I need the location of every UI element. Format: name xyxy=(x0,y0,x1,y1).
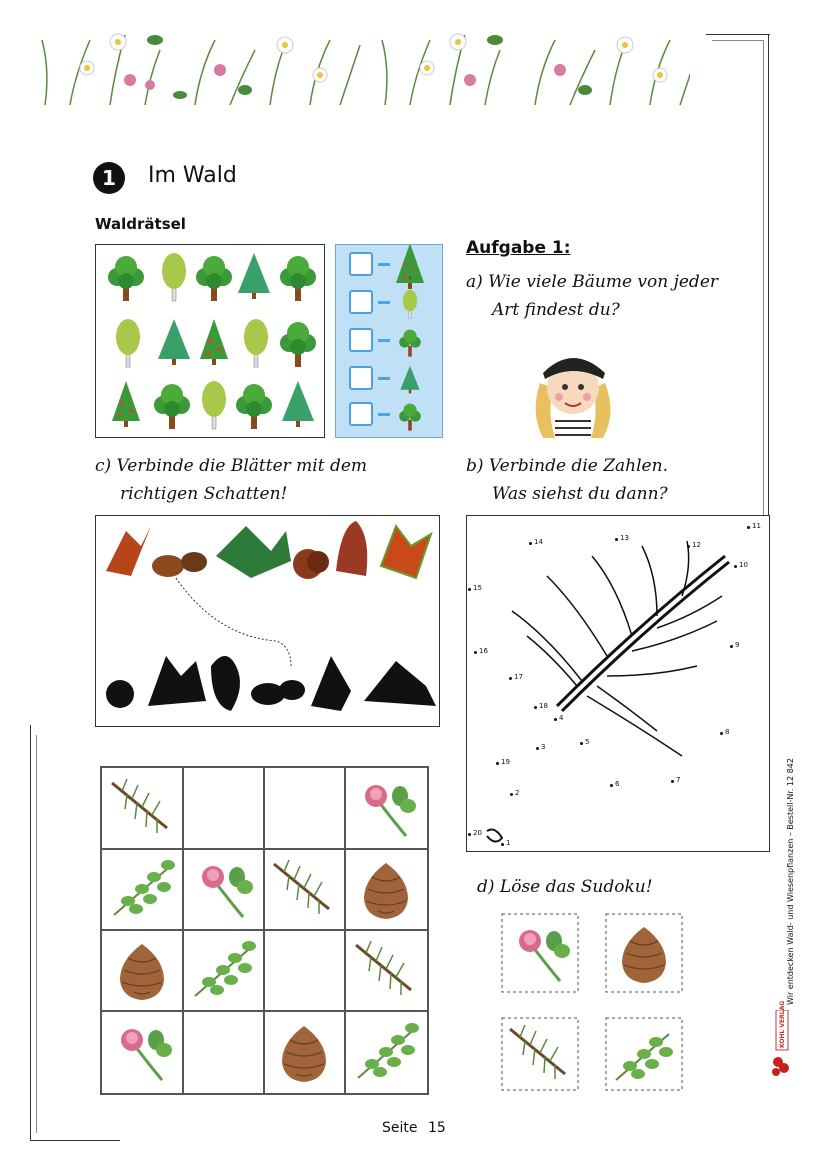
corner-line-top-inner xyxy=(712,40,764,41)
dot-13: 13 xyxy=(620,534,629,542)
corner-line-left xyxy=(30,725,31,1140)
task-c-line1: c) Verbinde die Blätter mit dem xyxy=(95,456,368,476)
dot-8: 8 xyxy=(725,728,730,736)
task-d-line1: d) Löse das Sudoku! xyxy=(477,877,653,897)
connect-dots-box xyxy=(466,515,770,852)
dot-4: 4 xyxy=(559,714,564,722)
dot-2: 2 xyxy=(515,789,520,797)
dot-18: 18 xyxy=(539,702,548,710)
corner-line-bottom xyxy=(30,1140,120,1141)
sudoku-cells xyxy=(102,768,427,1093)
task-a-line2: Art findest du? xyxy=(492,300,620,320)
task-b-line1: b) Verbinde die Zahlen. xyxy=(466,456,668,476)
answer-panel xyxy=(335,244,443,438)
dot-17: 17 xyxy=(514,673,523,681)
dot-9: 9 xyxy=(735,641,740,649)
dot-5: 5 xyxy=(585,738,590,746)
dot-16: 16 xyxy=(479,647,488,655)
dot-20: 20 xyxy=(473,829,482,837)
side-text: Wir entdecken Wald- und Wiesenpflanzen – Bestell-Nr. 12 842 xyxy=(786,758,795,1005)
sudoku-cutout-pieces xyxy=(500,912,690,1092)
corner-line-left-inner xyxy=(36,735,37,1133)
sudoku-grid xyxy=(100,766,429,1095)
leaf-shadow-illustration xyxy=(96,516,439,726)
leaf-row-shadows xyxy=(106,656,436,711)
task-c-line2: richtigen Schatten! xyxy=(120,484,288,504)
leaf-shadow-box xyxy=(95,515,440,727)
publisher-logo xyxy=(770,1000,790,1080)
subtitle: Waldrätsel xyxy=(95,215,186,233)
publisher-logo-text: KOHL VERLAG xyxy=(779,1000,786,1048)
dot-6: 6 xyxy=(615,780,620,788)
task-a-line1: a) Wie viele Bäume von jeder xyxy=(466,272,719,292)
flower-border xyxy=(30,20,690,115)
page-label: Seite xyxy=(382,1120,418,1136)
section-title: Im Wald xyxy=(148,163,237,188)
tree-grid-box xyxy=(95,244,325,438)
dot-11: 11 xyxy=(752,522,761,530)
dot-15: 15 xyxy=(473,584,482,592)
dot-7: 7 xyxy=(676,776,681,784)
page-number: 15 xyxy=(427,1120,446,1136)
corner-line-top xyxy=(706,34,770,35)
dot-1: 1 xyxy=(506,839,511,847)
task-b-line2: Was siehst du dann? xyxy=(492,484,668,504)
answer-panel-trees xyxy=(336,245,442,437)
section-number-badge: 1 xyxy=(93,162,125,194)
dot-14: 14 xyxy=(534,538,543,546)
dot-19: 19 xyxy=(501,758,510,766)
leaf-row-colored xyxy=(106,521,431,579)
aufgabe-heading: Aufgabe 1: xyxy=(466,238,571,258)
dot-12: 12 xyxy=(692,541,701,549)
leaf-vein-drawing xyxy=(467,516,769,851)
tree-grid-illustration xyxy=(96,245,324,437)
connection-line xyxy=(176,578,291,666)
dot-3: 3 xyxy=(541,743,546,751)
dot-10: 10 xyxy=(739,561,748,569)
girl-illustration xyxy=(525,343,620,445)
page-footer xyxy=(382,1120,446,1136)
